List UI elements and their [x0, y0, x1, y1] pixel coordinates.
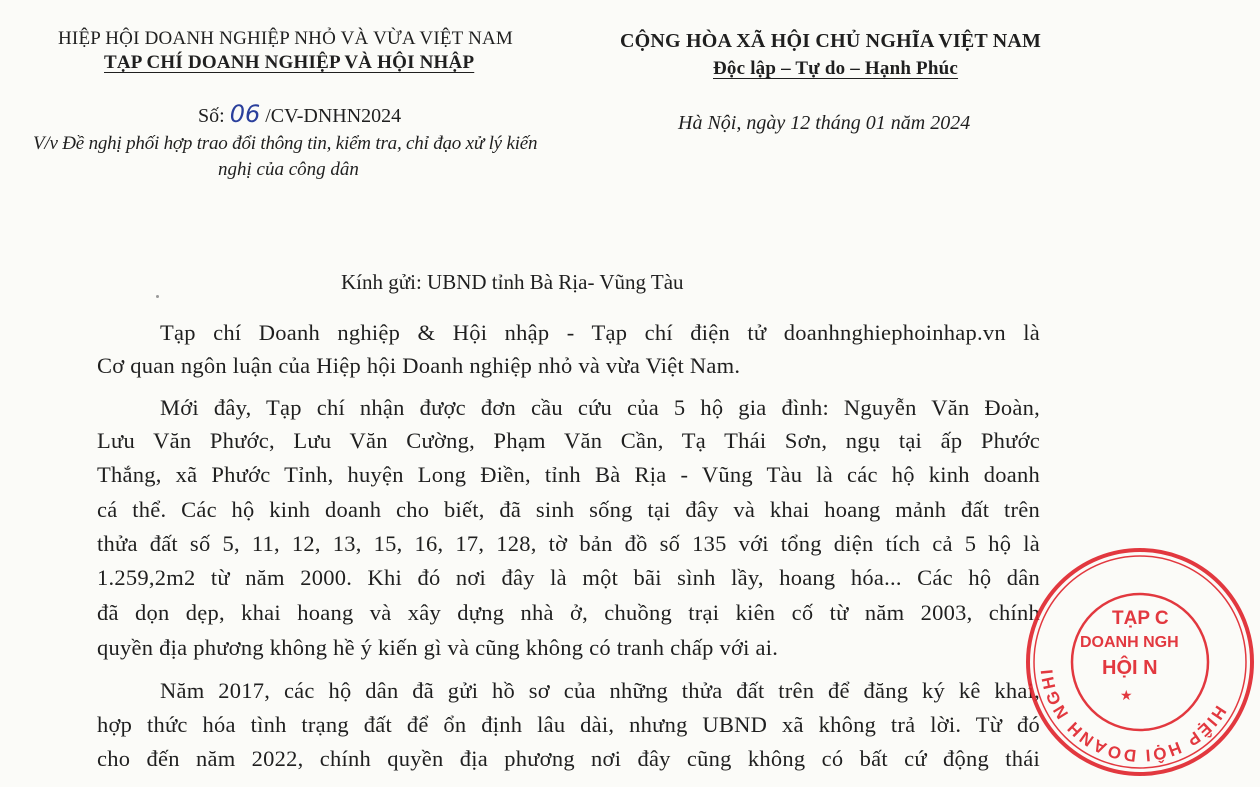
association-name: HIỆP HỘI DOANH NGHIỆP NHỎ VÀ VỪA VIỆT NAM: [58, 28, 514, 49]
body-line: Năm 2017, các hộ dân đã gửi hồ sơ của những thửa đất trên để đăng ký kê khai,: [160, 678, 1040, 703]
document-number: [198, 100, 401, 128]
stamp-center-2: DOANH NGH: [1080, 634, 1179, 651]
official-stamp: [1020, 542, 1260, 782]
national-motto: Độc lập – Tự do – Hạnh Phúc: [713, 58, 959, 79]
body-line: cho đến năm 2022, chính quyền địa phương nơi đây cũng không có bất cứ động thái: [97, 746, 1040, 771]
body-line: Cơ quan ngôn luận của Hiệp hội Doanh nghiệp nhỏ và vừa Việt Nam.: [97, 353, 741, 378]
paper-speck: [156, 295, 159, 298]
recipient-line: Kính gửi: UBND tỉnh Bà Rịa- Vũng Tàu: [341, 270, 684, 294]
doc-number-prefix: Số:: [198, 105, 225, 127]
doc-number-suffix: /CV-DNHN2024: [265, 105, 402, 127]
subject-line-1: V/v Đề nghị phối hợp trao đổi thông tin, kiểm tra, chỉ đạo xử lý kiến: [33, 133, 538, 154]
stamp-center-1: TẠP C: [1112, 608, 1169, 629]
date-line: Hà Nội, ngày 12 tháng 01 năm 2024: [678, 112, 971, 134]
body-line: cá thể. Các hộ kinh doanh cho biết, đã sinh sống tại đây và khai hoang mảnh đất trên: [97, 497, 1040, 522]
body-line: Thắng, xã Phước Tỉnh, huyện Long Điền, tỉnh Bà Rịa - Vũng Tàu là các hộ kinh doanh: [97, 462, 1040, 487]
stamp-star-icon: ★: [1120, 688, 1133, 704]
stamp-ring-text: HIỆP HỘI DOANH NGHI: [1037, 666, 1230, 766]
body-line: Lưu Văn Phước, Lưu Văn Cường, Phạm Văn Cần, Tạ Thái Sơn, ngụ tại ấp Phước: [97, 428, 1040, 453]
body-line: 1.259,2m2 từ năm 2000. Khi đó nơi đây là một bãi sình lầy, hoang hóa... Các hộ dân: [97, 565, 1040, 590]
doc-number-handwritten: 06: [229, 100, 261, 128]
body-line: hợp thức hóa tình trạng đất để ổn định lâu dài, nhưng UBND xã không trả lời. Từ đó: [97, 712, 1040, 737]
body-line: quyền địa phương không hề ý kiến gì và cũng không có tranh chấp với ai.: [97, 635, 779, 660]
subject-line-2: nghị của công dân: [218, 159, 359, 180]
body-line: đã dọn dẹp, khai hoang và xây dựng nhà ở, chuồng trại kiên cố từ năm 2003, chính: [97, 600, 1040, 625]
body-line: thửa đất số 5, 11, 12, 13, 15, 16, 17, 128, tờ bản đồ số 135 với tổng diện tích cả 5 hộ là: [97, 531, 1040, 556]
magazine-name: TẠP CHÍ DOANH NGHIỆP VÀ HỘI NHẬP: [104, 52, 475, 73]
stamp-graphic: [1020, 542, 1260, 782]
country-name: CỘNG HÒA XÃ HỘI CHỦ NGHĨA VIỆT NAM: [620, 30, 1042, 52]
body-line: Tạp chí Doanh nghiệp & Hội nhập - Tạp chí điện tử doanhnghiephoinhap.vn là: [160, 320, 1040, 345]
body-line: Mới đây, Tạp chí nhận được đơn cầu cứu của 5 hộ gia đình: Nguyễn Văn Đoàn,: [160, 395, 1040, 420]
stamp-center-3: HỘI N: [1102, 657, 1158, 679]
